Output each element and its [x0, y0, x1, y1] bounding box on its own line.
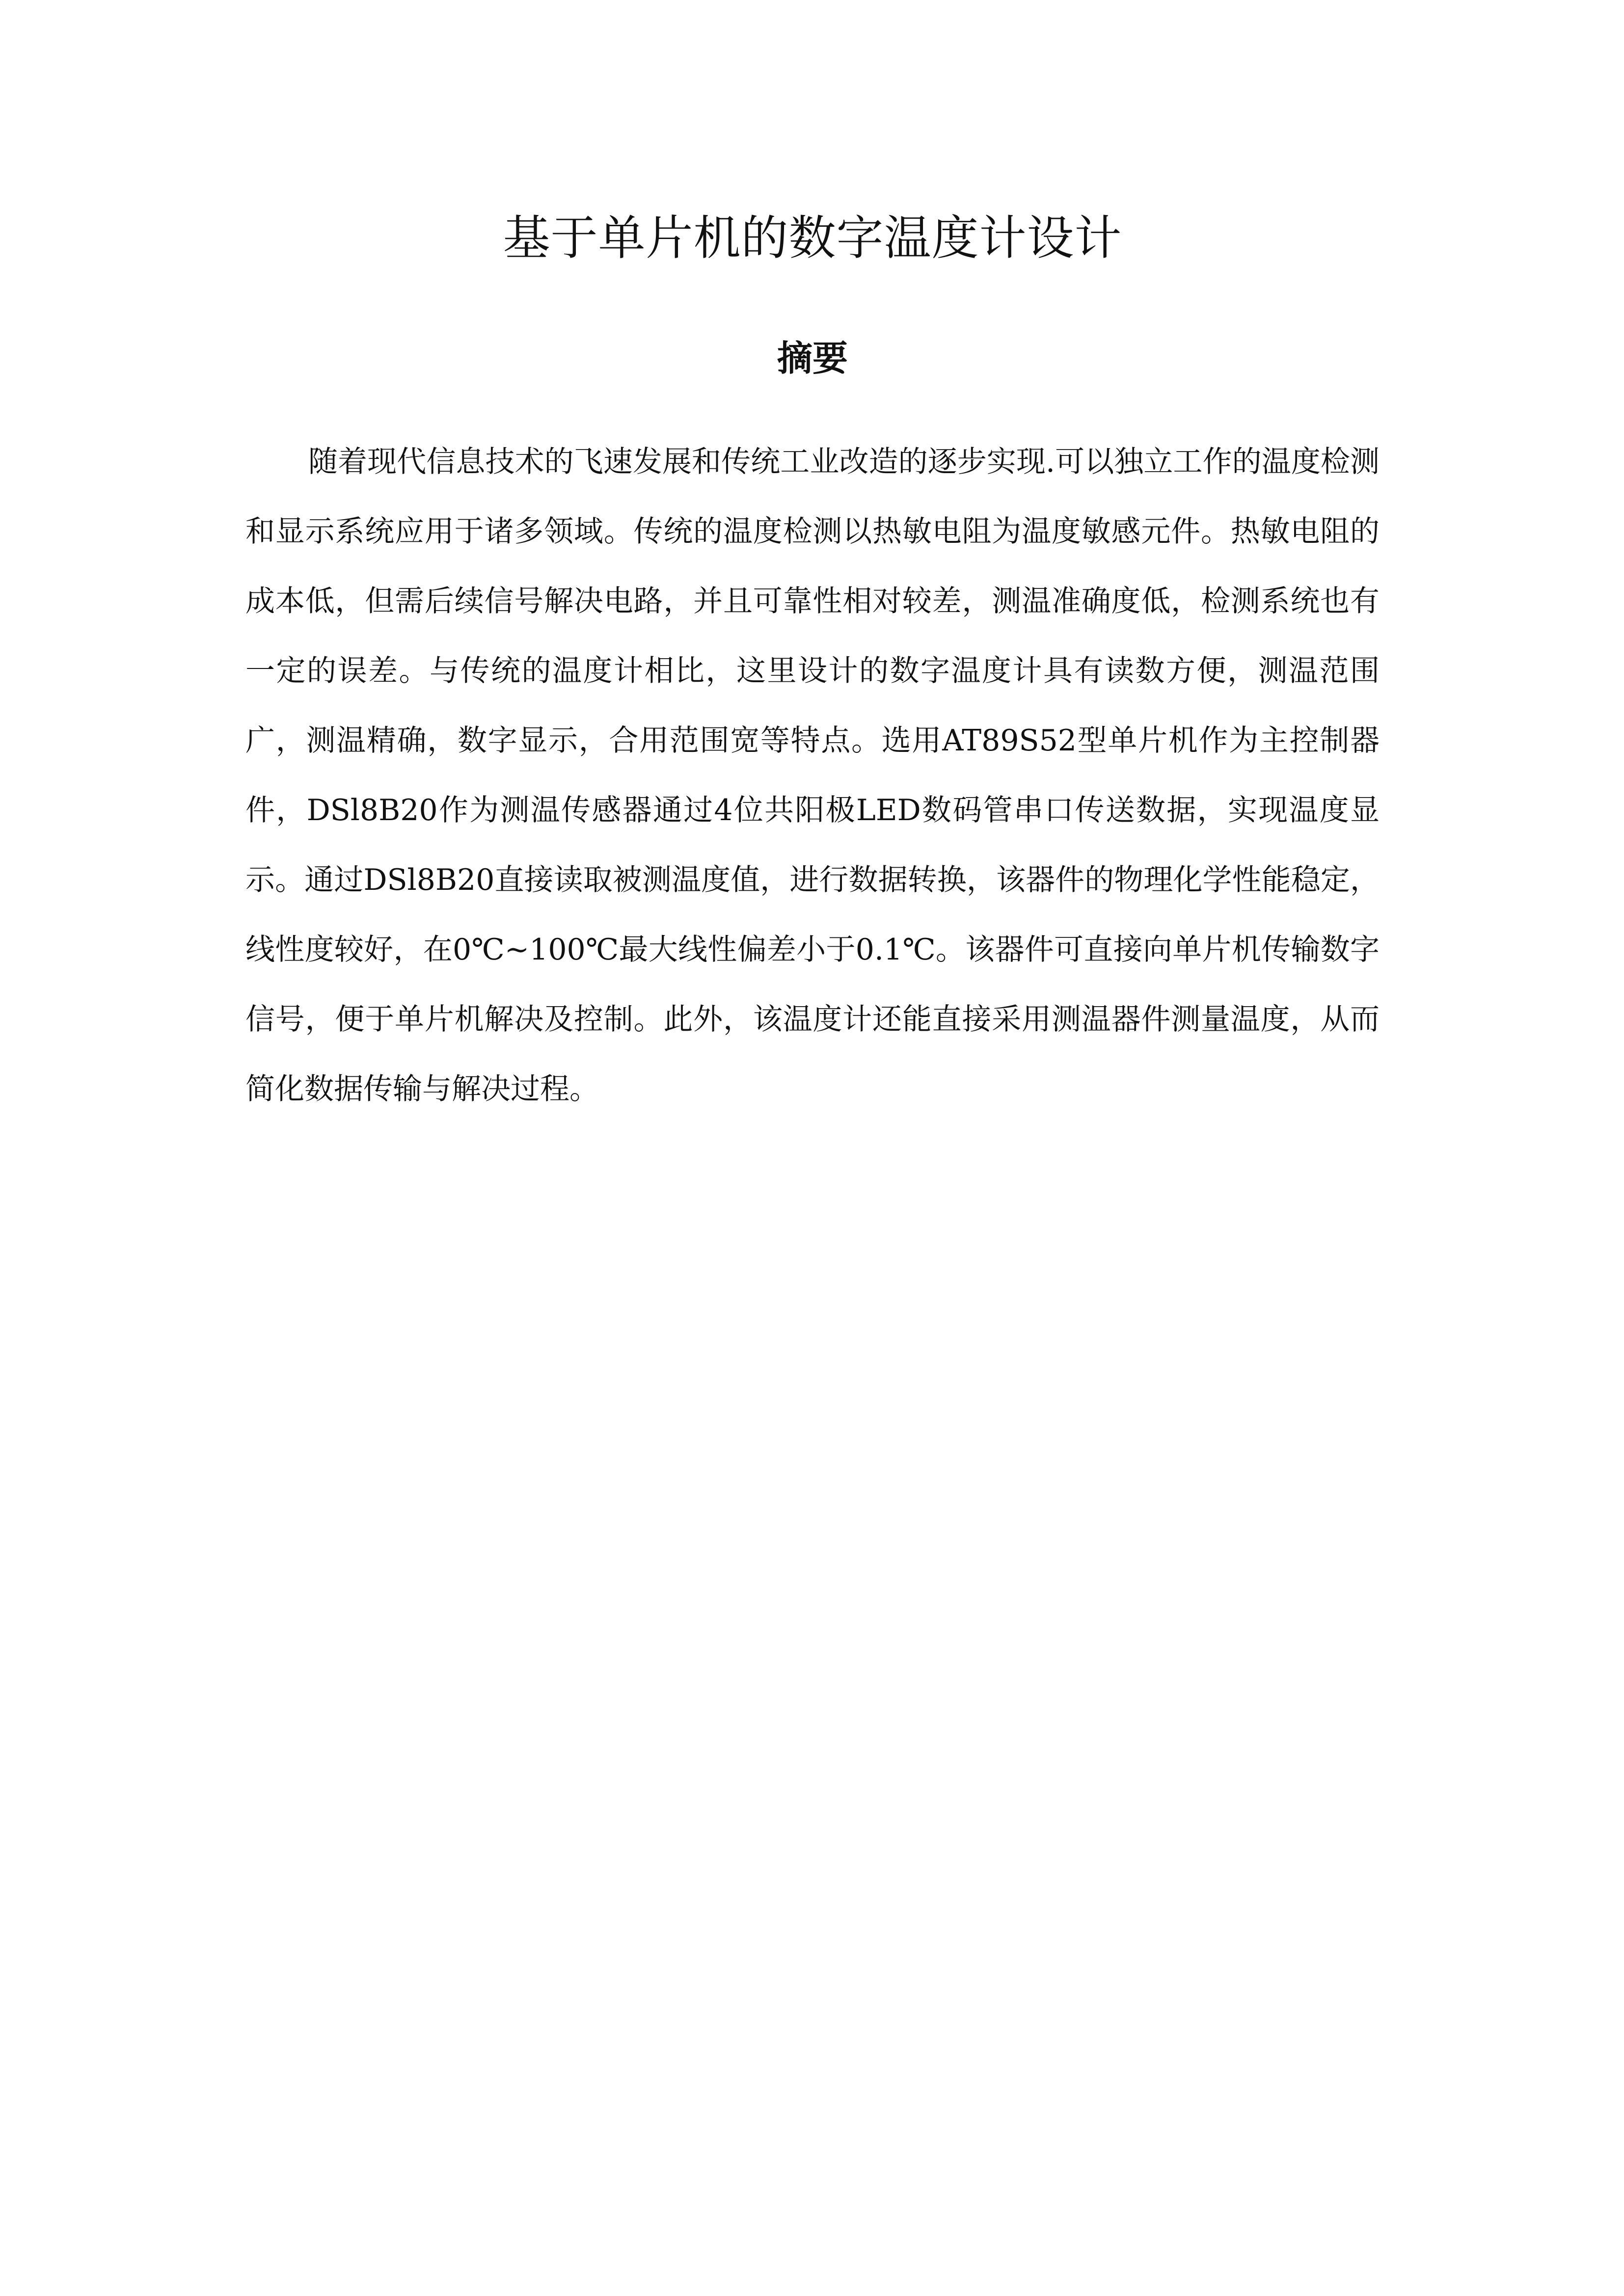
abstract-paragraph: 随着现代信息技术的飞速发展和传统工业改造的逐步实现.可以独立工作的温度检测和显示系统应用于诸多领域。传统的温度检测以热敏电阻为温度敏感元件。热敏电阻的成本低，但需后续信号解决电路，并且可靠性相对较差，测温准确度低，检测系统也有一定的误差。与传统的温度计相比，这里设计的数字温度计具有读数方便，测温范围广，测温精确，数字显示，合用范围宽等特点。选用AT89S52型单片机作为主控制器件，DSl8B20作为测温传感器通过4位共阳极LED数码管串口传送数据，实现温度显示。通过DSl8B20直接读取被测温度值，进行数据转换，该器件的物理化学性能稳定，线性度较好，在0℃~100℃最大线性偏差小于0.1℃。该器件可直接向单片机传输数字信号，便于单片机解决及控制。此外，该温度计还能直接采用测温器件测量温度，从而简化数据传输与解决过程。: [245, 445, 1380, 1106]
document-title: 基于单片机的数字温度计设计: [503, 211, 1122, 266]
abstract-heading: 摘要: [777, 338, 848, 379]
